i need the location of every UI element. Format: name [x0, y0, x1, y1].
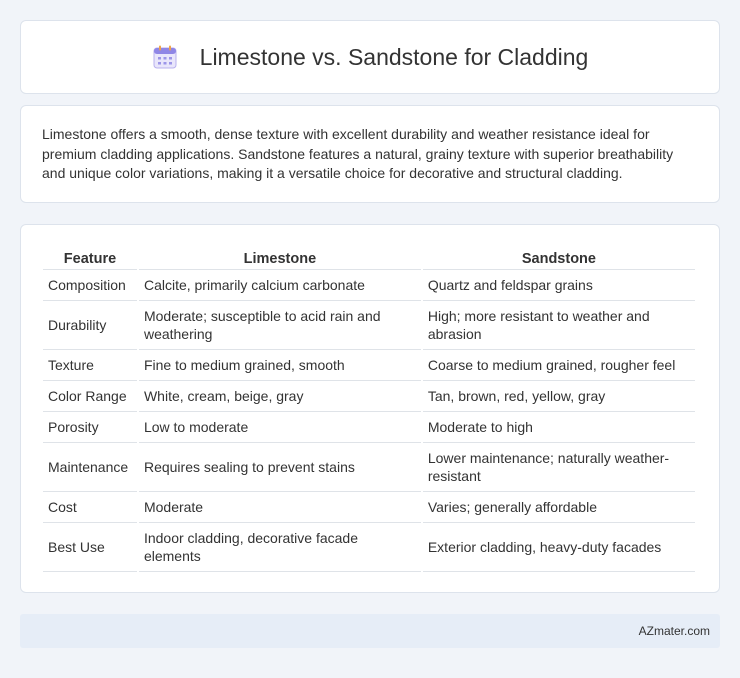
table-cell: Low to moderate: [139, 412, 421, 443]
table-header-row: [43, 246, 695, 270]
table-cell: Moderate; susceptible to acid rain and weathering: [139, 301, 421, 350]
table-cell: Best Use: [43, 523, 137, 572]
intro-card: [20, 105, 720, 203]
calendar-icon: [152, 44, 178, 70]
comparison-table-card: [20, 224, 720, 593]
table-cell: Moderate: [139, 492, 421, 523]
table-cell: Texture: [43, 350, 137, 381]
footer-site-link[interactable]: AZmater.com: [638, 624, 710, 638]
table-cell: Durability: [43, 301, 137, 350]
table-cell: Lower maintenance; naturally weather-resistant: [423, 443, 695, 492]
table-cell: Fine to medium grained, smooth: [139, 350, 421, 381]
table-cell: Coarse to medium grained, rougher feel: [423, 350, 695, 381]
table-cell: Porosity: [43, 412, 137, 443]
table-cell: Cost: [43, 492, 137, 523]
table-cell: Varies; generally affordable: [423, 492, 695, 523]
comparison-table: [41, 246, 697, 572]
table-row: [43, 381, 695, 412]
table-cell: High; more resistant to weather and abrasion: [423, 301, 695, 350]
table-row: [43, 412, 695, 443]
table-cell: Color Range: [43, 381, 137, 412]
column-header-limestone: Limestone: [139, 246, 421, 270]
table-cell: Maintenance: [43, 443, 137, 492]
page-title-text: Limestone vs. Sandstone for Cladding: [199, 43, 589, 70]
table-cell: Composition: [43, 270, 137, 301]
table-row: [43, 270, 695, 301]
page-title: [152, 44, 589, 71]
table-row: [43, 492, 695, 523]
table-row: [43, 523, 695, 572]
footer: [20, 614, 720, 648]
intro-text: Limestone offers a smooth, dense texture with excellent durability and weather resistance ideal for premium cladding applications. Sandstone features a natural, grainy texture with superior breathability and unique color variations, making it a versatile choice for decorative and structural cladding.: [42, 126, 674, 181]
table-cell: Tan, brown, red, yellow, gray: [423, 381, 695, 412]
table-cell: Moderate to high: [423, 412, 695, 443]
column-header-sandstone: Sandstone: [423, 246, 695, 270]
table-cell: Indoor cladding, decorative facade elements: [139, 523, 421, 572]
column-header-feature: Feature: [43, 246, 137, 270]
table-cell: Quartz and feldspar grains: [423, 270, 695, 301]
title-card: [20, 20, 720, 94]
table-cell: Requires sealing to prevent stains: [139, 443, 421, 492]
table-row: [43, 443, 695, 492]
table-row: [43, 301, 695, 350]
table-cell: Exterior cladding, heavy-duty facades: [423, 523, 695, 572]
table-cell: White, cream, beige, gray: [139, 381, 421, 412]
table-row: [43, 350, 695, 381]
table-cell: Calcite, primarily calcium carbonate: [139, 270, 421, 301]
